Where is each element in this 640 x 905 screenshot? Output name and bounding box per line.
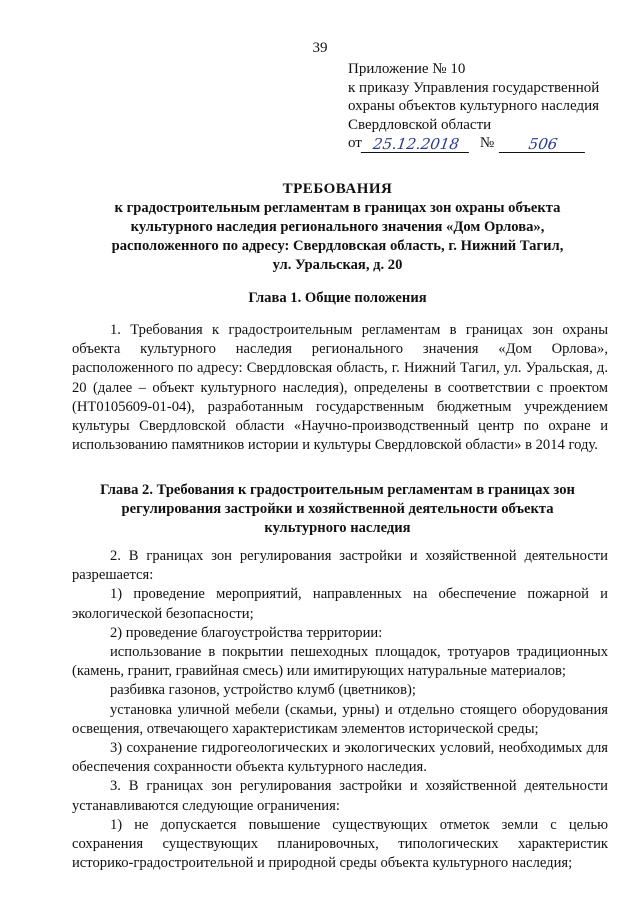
paragraph: разбивка газонов, устройство клумб (цветников); bbox=[110, 682, 416, 699]
paragraph: установка уличной мебели (скамьи, урны) и отдельно стоящего оборудования освещения, отвечающего характеристикам элементов исторической среды; bbox=[72, 701, 608, 737]
chapter-2-heading-line: культурного наследия bbox=[264, 520, 411, 536]
chapter-2-heading-line: регулирования застройки и хозяйственной деятельности объекта bbox=[121, 501, 554, 517]
appendix-line: охраны объектов культурного наследия bbox=[348, 98, 600, 114]
order-date-number-line bbox=[348, 134, 623, 153]
paragraph: 3. В границах зон регулирования застройки и хозяйственной деятельности устанавливаются следующие ограничения: bbox=[72, 778, 608, 814]
handwritten-order-number: 506 bbox=[499, 136, 587, 153]
title-line: к градостроительным регламентам в границах зон охраны объекта bbox=[114, 200, 561, 216]
paragraph: использование в покрытии пешеходных площадок, тротуаров традиционных (камень, гранит, гравийная смесь) или имитирующих натуральные материалов; bbox=[72, 644, 608, 680]
title-line: расположенного по адресу: Свердловская область, г. Нижний Тагил, bbox=[111, 238, 564, 254]
paragraph: 1) проведение мероприятий, направленных на обеспечение пожарной и экологической безопасности; bbox=[72, 586, 608, 622]
document-title bbox=[70, 180, 605, 275]
chapter-2-heading-line: Глава 2. Требования к градостроительным регламентам в границах зон bbox=[100, 482, 575, 498]
paragraph: 1) не допускается повышение существующих отметок земли с целью сохранения существующих планировочных, типологических характеристик историко-градостроительной и природной среды объекта культурного наследия; bbox=[72, 816, 608, 872]
handwritten-date: 25.12.2018 bbox=[361, 136, 471, 153]
title-line: ул. Уральская, д. 20 bbox=[272, 257, 403, 273]
number-sign: № bbox=[479, 135, 495, 151]
chapter-1-paragraph: 1. Требования к градостроительным регламентам в границах зон охраны объекта культурного наследия регионального значения «Дом Орлова», расположенного по адресу: Свердловская область, г. Нижний Тагил, ул. Уральская, д. 20 (далее – объект культурного наследия), определены в соответствии с проектом (НТ0105609-01-04), разработанным государственным бюджетным учреждением культуры Свердловской области «Научно-производственный центр по охране и использованию памятников истории и культуры Свердловской области» в 2014 году. bbox=[72, 322, 608, 454]
paragraph: 3) сохранение гидрогеологических и экологических условий, необходимых для обеспечения сохранности объекта культурного наследия. bbox=[72, 740, 608, 776]
appendix-line: Приложение № 10 bbox=[348, 61, 466, 77]
page-number: 39 bbox=[312, 40, 328, 56]
chapter-1-heading: Глава 1. Общие положения bbox=[248, 290, 427, 306]
appendix-block bbox=[348, 60, 623, 153]
paragraph: 2) проведение благоустройства территории: bbox=[110, 624, 383, 641]
appendix-line: к приказу Управления государственной bbox=[348, 79, 600, 96]
date-prefix: от bbox=[348, 135, 362, 151]
chapter-2-heading bbox=[70, 481, 605, 538]
chapter-2-body bbox=[72, 547, 608, 873]
title-main: ТРЕБОВАНИЯ bbox=[282, 181, 393, 197]
title-line: культурного наследия регионального значения «Дом Орлова», bbox=[130, 219, 545, 235]
paragraph: 2. В границах зон регулирования застройки и хозяйственной деятельности разрешается: bbox=[72, 548, 608, 584]
appendix-line: Свердловской области bbox=[348, 116, 492, 133]
